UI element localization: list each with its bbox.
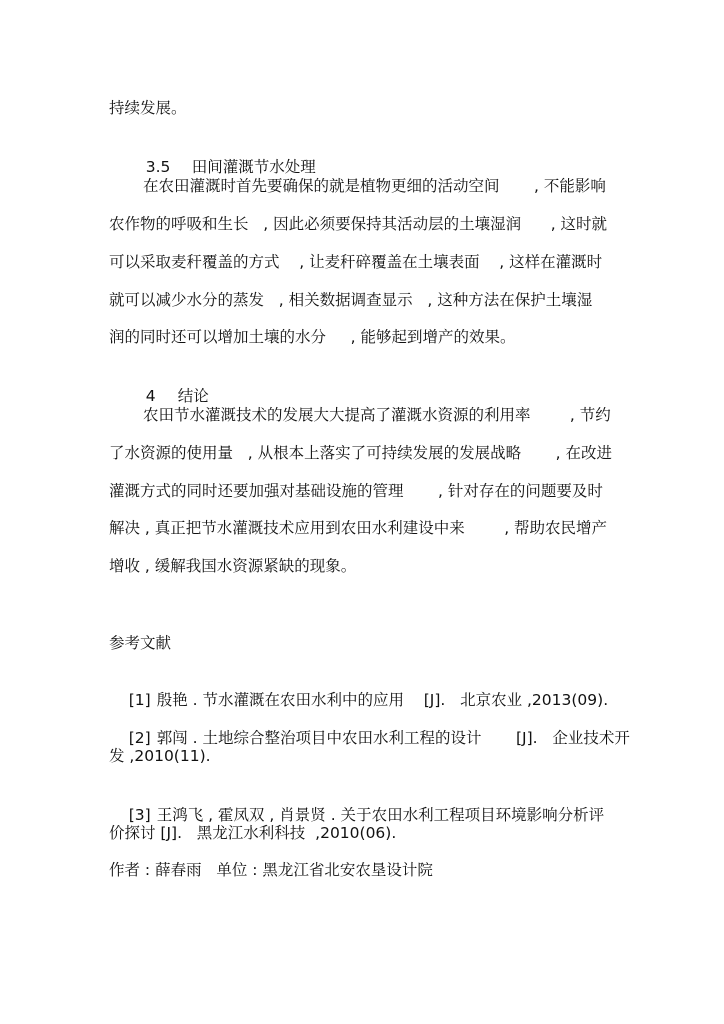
body-text-line: 持续发展。 — [109, 99, 187, 117]
body-text-line: 增收 , 缓解我国水资源紧缺的现象。 — [109, 557, 357, 575]
body-text-line: 了水资源的使用量 , 从根本上落实了可持续发展的发展战略 , 在改进 — [109, 444, 612, 462]
body-text-line: 灌溉方式的同时还要加强对基础设施的管理 , 针对存在的问题要及时 — [109, 482, 603, 500]
author-info: 作者 : 薛春雨 单位 : 黑龙江省北安农垦设计院 — [109, 861, 433, 879]
reference-number: [1] — [128, 691, 151, 709]
section-title: 结论 — [177, 387, 209, 405]
body-text-line: 农田节水灌溉技术的发展大大提高了灌溉水资源的利用率 , 节约 — [143, 406, 611, 424]
body-text-line: 可以采取麦秆覆盖的方式 , 让麦秆碎覆盖在土壤表面 , 这样在灌溉时 — [109, 253, 603, 271]
references-heading: 参考文献 — [109, 634, 172, 652]
body-text-line: 农作物的呼吸和生长 , 因此必须要保持其活动层的土壤湿润 , 这时就 — [109, 215, 608, 233]
reference-continuation: 发 ,2010(11). — [109, 747, 211, 765]
section-title: 田间灌溉节水处理 — [191, 158, 316, 176]
reference-text: 郭闯 . 土地综合整治项目中农田水利工程的设计 [J]. 企业技术开 — [156, 729, 630, 747]
reference-number: [2] — [128, 729, 151, 747]
body-text-line: 在农田灌溉时首先要确保的就是植物更细的活动空间 , 不能影响 — [143, 177, 606, 195]
section-number: 4 — [145, 387, 156, 405]
section-number: 3.5 — [145, 158, 171, 176]
body-text-line: 就可以减少水分的蒸发 , 相关数据调查显示 , 这种方法在保护土壤湿 — [109, 291, 593, 309]
reference-text: 殷艳 . 节水灌溉在农田水利中的应用 [J]. 北京农业 ,2013(09). — [156, 691, 609, 709]
reference-number: [3] — [128, 806, 151, 824]
reference-continuation: 价探讨 [J]. 黑龙江水利科技 ,2010(06). — [109, 824, 397, 842]
reference-text: 王鸿飞 , 霍凤双 , 肖景贤 . 关于农田水利工程项目环境影响分析评 — [156, 806, 605, 824]
body-text-line: 解决 , 真正把节水灌溉技术应用到农田水利建设中来 , 帮助农民增产 — [109, 519, 608, 537]
body-text-line: 润的同时还可以增加土壤的水分 , 能够起到增产的效果。 — [109, 328, 516, 346]
